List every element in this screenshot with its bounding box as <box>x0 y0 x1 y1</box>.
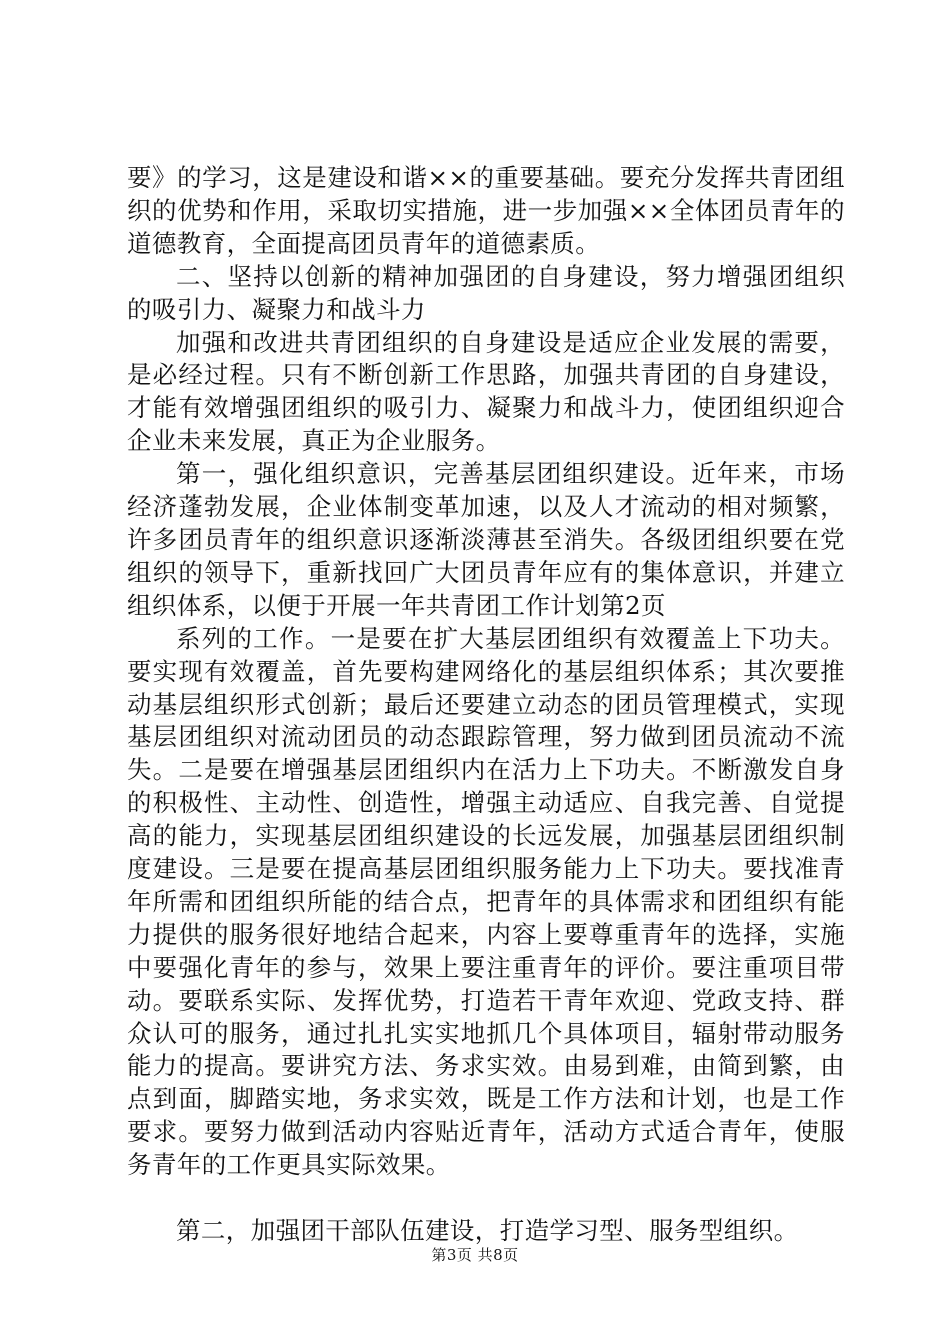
section-heading: 二、坚持以创新的精神加强团的自身建设，努力增强团组织的吸引力、凝聚力和战斗力 <box>127 261 845 324</box>
paragraph: 系列的工作。一是要在扩大基层团组织有效覆盖上下功夫。要实现有效覆盖，首先要构建网络化的基层组织体系；其次要推动基层组织形式创新；最后还要建立动态的团员管理模式，实现基层团组织对流动团员的动态跟踪管理，努力做到团员流动不流失。二是要在增强基层团组织内在活力上下功夫。不断激发自身的积极性、主动性、创造性，增强主动适应、自我完善、自觉提高的能力，实现基层团组织建设的长远发展，加强基层团组织制度建设。三是要在提高基层团组织服务能力上下功夫。要找准青年所需和团组织所能的结合点，把青年的具体需求和团组织有能力提供的服务很好地结合起来，内容上要尊重青年的选择，实施中要强化青年的参与，效果上要注重青年的评价。要注重项目带动。要联系实际、发挥优势，打造若干青年欢迎、党政支持、群众认可的服务，通过扎扎实实地抓几个具体项目，辐射带动服务能力的提高。要讲究方法、务求实效。由易到难，由简到繁，由点到面，脚踏实地，务求实效，既是工作方法和计划，也是工作要求。要努力做到活动内容贴近青年，活动方式适合青年，使服务青年的工作更具实际效果。 <box>127 623 845 1180</box>
paragraph-continuation: 要》的学习，这是建设和谐××的重要基础。要充分发挥共青团组织的优势和作用，采取切实措施，进一步加强××全体团员青年的道德教育，全面提高团员青年的道德素质。 <box>127 163 845 258</box>
paragraph: 第二，加强团干部队伍建设，打造学习型、服务型组织。 <box>176 1216 799 1246</box>
paragraph: 第一，强化组织意识，完善基层团组织建设。近年来，市场经济蓬勃发展，企业体制变革加速，以及人才流动的相对频繁，许多团员青年的组织意识逐渐淡薄甚至消失。各级团组织要在党组织的领导下，重新找回广大团员青年应有的集体意识，并建立组织体系，以便于开展一年共青团工作计划第2页 <box>127 459 845 620</box>
document-body <box>127 162 845 1248</box>
paragraph: 加强和改进共青团组织的自身建设是适应企业发展的需要，是必经过程。只有不断创新工作思路，加强共青团的自身建设，才能有效增强团组织的吸引力、凝聚力和战斗力，使团组织迎合企业未来发展，真正为企业服务。 <box>127 327 845 456</box>
page-number-footer: 第3页 共8页 <box>431 1246 519 1264</box>
